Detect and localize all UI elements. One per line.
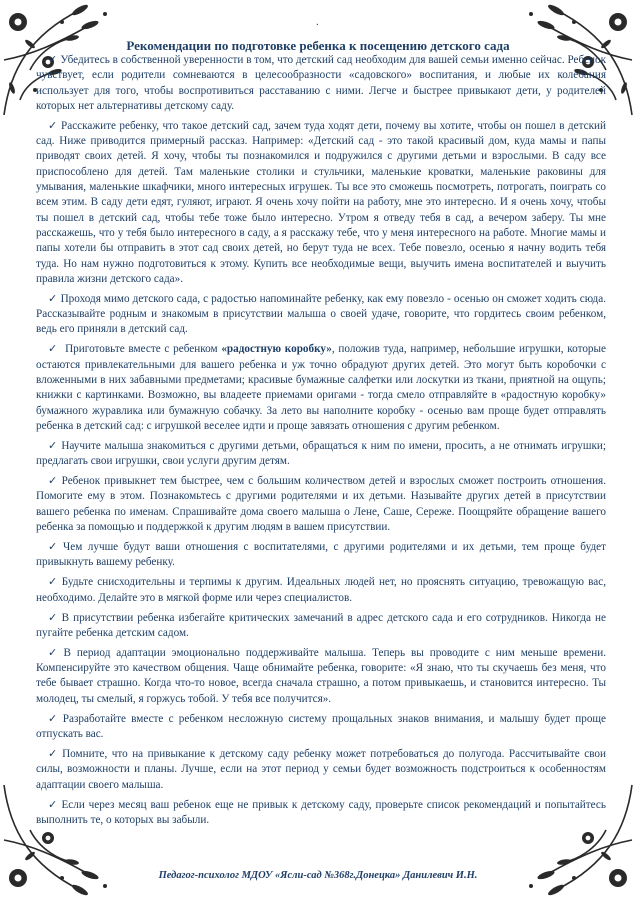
recommendation-item [36, 474, 606, 535]
recommendation-text: Ребенок привыкнет тем быстрее, чем с большим количеством детей и взрослых сможет построить отношения. Помогите ему в этом. Познакомьтесь с другими родителями и их детьми. Называйте других детей в присутствии вашего ребенка по именам. Спрашивайте дома своего малыша о Лене, Саше, Сереже. Поощряйте обращение вашего ребенка за помощью и поддержкой к другим людям в вашем присутствии. [36, 475, 607, 534]
checkmark-icon: ✓ [48, 119, 59, 132]
recommendation-text: В период адаптации эмоционально поддерживайте малыша. Теперь вы проводите с ним меньше времени. Компенсируйте это качеством общения. Чаще обнимайте ребенка, говорите: «Я знаю, что ты скучаешь без меня, что тебе бывает страшно. Когда что-то новое, всегда сначала страшно, а потом привыкаешь, и становится интересно. Ты молодец, ты смелый, я горжусь тобой. У тебя все получится». [36, 646, 606, 705]
checkmark-icon: ✓ [48, 292, 58, 305]
checkmark-icon: ✓ [48, 343, 59, 356]
recommendation-item [36, 119, 606, 287]
recommendation-item [36, 611, 606, 642]
checkmark-icon: ✓ [48, 576, 59, 589]
recommendation-text: Проходя мимо детского сада, с радостью напоминайте ребенку, как ему повезло - осенью он сможет ходить сюда. Рассказывайте родным и знакомым в присутствии малыша о своей удаче, говорите, что гордитесь своим ребенком, ведь его приняли в детский сад. [36, 292, 606, 336]
header-dot: . [316, 16, 319, 28]
recommendation-text: Расскажите ребенку, что такое детский сад, зачем туда ходят дети, почему вы хотите, чтобы он пошел в детский сад. Ниже приводится примерный рассказ. Например: «Детский сад - это такой красивый дом, куда мамы и папы приводят своих детей. Я хочу, чтобы ты познакомился и подружился с другими детьми и взрослыми. В саду все приспособлено для детей. Там маленькие столики и стульчики, маленькие кроватки, маленькие раковины для умывания, маленькие шкафчики, много интересных игрушек. Ты все это сможешь посмотреть, потрогать, поиграть со всем этим. В саду дети едят, гуляют, играют. Я очень хочу пойти на работу, мне это интересно. И я очень хочу, чтобы ты пошел в детский сад, чтобы тебе тоже было интересно. Утром я отведу тебя в сад, а вечером заберу. Ты мне расскажешь, что у тебя было интересного в саду, а я расскажу тебе, что у меня интересного на работе. Многие мамы и папы хотели бы отправить в этот сад своих детей, но берут туда не всех. Тебе повезло, осенью я начну водить тебя туда. Но нам нужно подготовиться к этому. Купить все необходимые вещи, выучить имена воспитателей и выучить правила жизни детского сада». [36, 119, 606, 285]
recommendation-text: Если через месяц ваш ребенок еще не привык к детскому саду, проверьте список рекомендаций и попытайтесь выполнить те, о которых вы забыли. [36, 798, 606, 826]
checkmark-icon: ✓ [48, 748, 60, 761]
checkmark-icon: ✓ [48, 798, 59, 811]
recommendation-text-lead: Приготовьте вместе с ребенком [61, 343, 222, 356]
recommendation-text: Научите малыша знакомиться с другими детьми, обращаться к ним по имени, просить, а не отнимать игрушки; предлагать свои игрушки, свои услуги другим детям. [36, 439, 607, 468]
recommendation-item [36, 712, 606, 743]
recommendation-text: Чем лучше будут ваши отношения с воспитателями, с другими родителями и их детьми, тем проще будет привыкнуть вашему ребенку. [36, 541, 607, 569]
recommendation-item [36, 53, 606, 114]
author-signature-line: Педагог-психолог МДОУ «Ясли-сад №368г.Донецка» Данилевич И.Н. [158, 870, 478, 881]
recommendation-text: Разработайте вместе с ребенком несложную систему прощальных знаков внимания, и малышу будет проще отпускать вас. [36, 712, 607, 741]
recommendation-item [36, 540, 606, 571]
checkmark-icon: ✓ [48, 439, 59, 452]
checkmark-icon: ✓ [48, 475, 59, 488]
checkmark-icon: ✓ [48, 541, 61, 554]
recommendation-item [36, 575, 606, 606]
recommendation-item [36, 439, 606, 470]
recommendation-item [36, 292, 606, 338]
checkmark-icon: ✓ [48, 646, 61, 659]
recommendation-emphasis: «радостную коробку» [221, 343, 332, 356]
recommendation-item [36, 798, 606, 829]
recommendation-text: Убедитесь в собственной уверенности в том, что детский сад необходим для вашей семьи именно сейчас. Ребенок чувствует, если родители сомневаются в целесообразности «садовского» воспитания, и любые их колебания использует для того, чтобы воспротивиться расставанию с ними. Легче и быстрее привыкают дети, у родителей которых нет альтернативы детскому саду. [36, 54, 607, 112]
checkmark-icon: ✓ [48, 54, 58, 66]
page-title: Рекомендации по подготовке ребенка к посещению детского сада [126, 38, 510, 53]
recommendation-item [36, 747, 606, 793]
recommendation-text: Помните, что на привыкание к детскому саду ребенку может потребоваться до полугода. Рассчитывайте свои силы, возможности и планы. Лучше, если на этот период у семьи будет возможность подстроиться к особенностям адаптации своего малыша. [36, 748, 606, 791]
checkmark-icon: ✓ [48, 611, 59, 624]
recommendation-text: В присутствии ребенка избегайте критических замечаний в адрес детского сада и его сотрудников. Никогда не пугайте ребенка детским садом. [36, 611, 606, 639]
recommendations-list [36, 53, 606, 833]
checkmark-icon: ✓ [48, 712, 60, 725]
recommendation-text: , положив туда, например, небольшие игрушки, которые остаются привлекательными для вашего ребенка и уж точно обрадуют других детей. Это могут быть коробочки с вложенными в них забавными предметами; красивые бумажные салфетки или лоскутки из ткани, приятной на ощупь; книжки с картинками. Возможно, вы владеете приемами оригами - тогда смело отправляйте в «радостную коробку» бумажного журавлика или бумажную собачку. За лето вы наполните коробку - осенью вам проще будет отправлять ребенка в детский сад: с игрушкой веселее идти и проще завязать отношения с другим ребенком. [36, 343, 606, 432]
recommendation-item [36, 646, 606, 707]
recommendation-item [36, 342, 606, 434]
recommendation-text: Будьте снисходительны и терпимы к другим. Идеальных людей нет, но прояснять ситуацию, тревожащую вас, необходимо. Делайте это в мягкой форме или через специалистов. [36, 576, 606, 604]
